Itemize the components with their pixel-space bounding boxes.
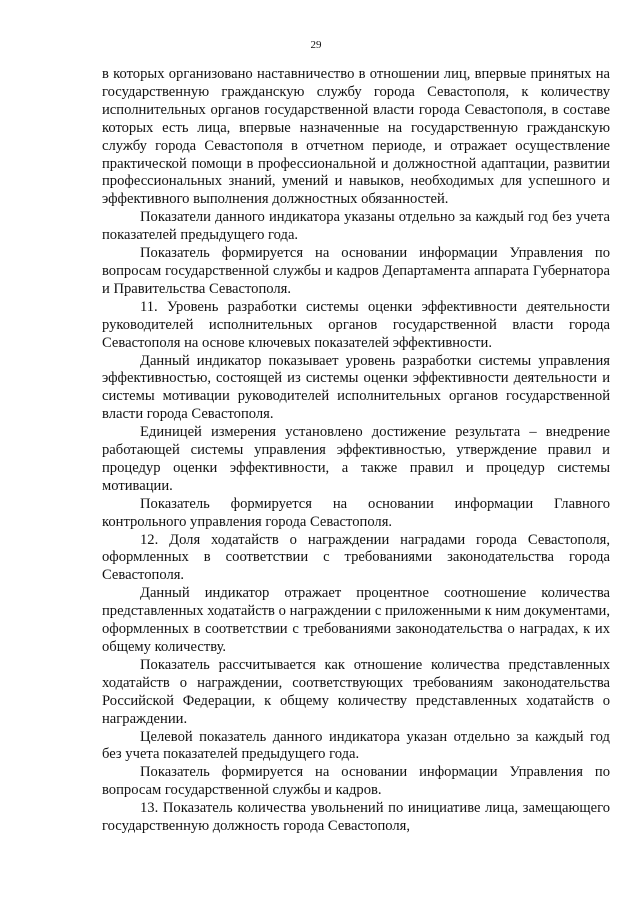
paragraph: Целевой показатель данного индикатора указан отдельно за каждый год без учета показателей предыдущего года. — [102, 728, 610, 763]
paragraph-indicator-13: 13. Показатель количества увольнений по инициативе лица, замещающего государственную должность города Севастополя, — [102, 800, 610, 835]
paragraph: Показатель формируется на основании информации Управления по вопросам государственной службы и кадров Департамента аппарата Губернатора и Правительства Севастополя. — [102, 245, 610, 297]
paragraph: Показатели данного индикатора указаны отдельно за каждый год без учета показателей предыдущего года. — [102, 209, 610, 244]
paragraph: Показатель формируется на основании информации Главного контрольного управления города Севастополя. — [102, 495, 610, 530]
paragraph: Данный индикатор отражает процентное соотношение количества представленных ходатайств о награждении с приложенными к ним документами, оформленных в соответствии с требованиями законодательства о наградах, к их общему количеству. — [102, 585, 610, 655]
paragraph: Единицей измерения установлено достижение результата – внедрение работающей системы управления эффективностью, утверждение правил и процедур оценки эффективности, а также правил и процедур системы мотивации. — [102, 424, 610, 494]
paragraph: Показатель рассчитывается как отношение количества представленных ходатайств о награждении, соответствующих требованиям законодательства Российской Федерации, к общему количеству представленных ходатайств о награждении. — [102, 656, 610, 727]
paragraph: Данный индикатор показывает уровень разработки системы управления эффективностью, состоящей из системы оценки эффективности деятельности и системы мотивации руководителей исполнительных органов государственной власти города Севастополя. — [102, 352, 610, 423]
document-body — [102, 66, 610, 836]
paragraph: Показатель формируется на основании информации Управления по вопросам государственной службы и кадров. — [102, 764, 610, 799]
paragraph-indicator-12: 12. Доля ходатайств о награждении наградами города Севастополя, оформленных в соответствии с требованиями законодательства города Севастополя. — [102, 531, 610, 584]
page-number: 29 — [310, 39, 322, 51]
paragraph-continuation: в которых организовано наставничество в отношении лиц, впервые принятых на государственную гражданскую службу города Севастополя, к количеству исполнительных органов государственной власти города Севастополя, в составе которых есть лица, впервые назначенные на государственную гражданскую службу города Севастополя в отчетном периоде, и отражает осуществление практической помощи в профессиональной и должностной адаптации, развитии профессиональных знаний, умений и навыков, необходимых для успешного и эффективного выполнения должностных обязанностей. — [102, 66, 610, 208]
paragraph-indicator-11: 11. Уровень разработки системы оценки эффективности деятельности руководителей исполнительных органов государственной власти города Севастополя на основе ключевых показателей эффективности. — [102, 298, 610, 351]
